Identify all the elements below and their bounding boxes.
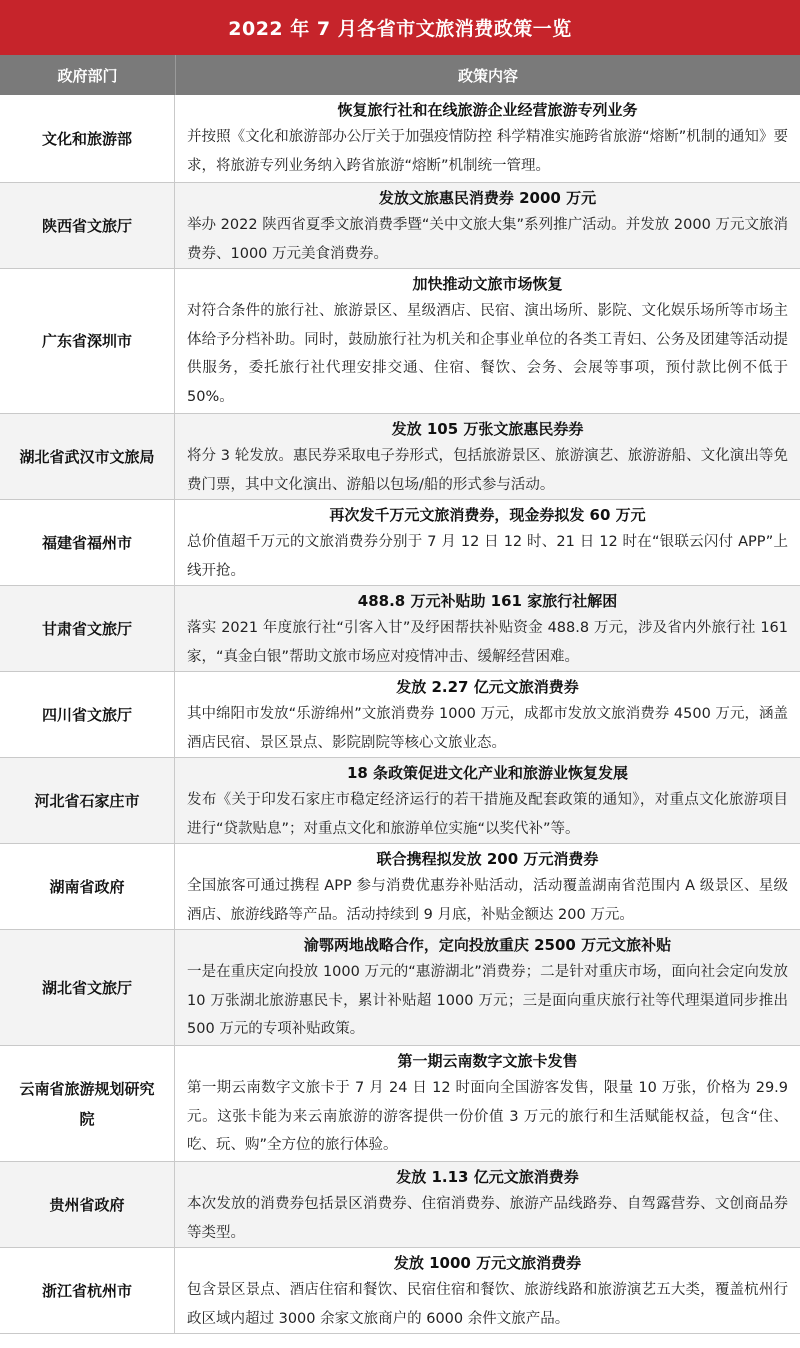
department-cell: 云南省旅游规划研究院 — [0, 1046, 175, 1161]
policy-description: 将分 3 轮发放。惠民券采取电子券形式，包括旅游景区、旅游演艺、旅游游船、文化演出等免费门票，其中文化演出、游船以包场/船的形式参与活动。 — [187, 448, 788, 493]
table-row — [0, 95, 800, 183]
table-row — [0, 1248, 800, 1334]
policy-title: 发放文旅惠民消费券 2000 万元 — [378, 189, 597, 207]
department-cell: 文化和旅游部 — [0, 95, 175, 182]
policy-description: 并按照《文化和旅游部办公厅关于加强疫情防控 科学精准实施跨省旅游“熔断”机制的通知》要求，将旅游专列业务纳入跨省旅游“熔断”机制统一管理。 — [187, 129, 788, 174]
table-row — [0, 930, 800, 1046]
policy-content-cell — [175, 1248, 800, 1333]
policy-content-cell — [175, 1162, 800, 1247]
policy-content-cell — [175, 672, 800, 757]
policy-description: 全国旅客可通过携程 APP 参与消费优惠券补贴活动，活动覆盖湖南省范围内 A 级景区、星级酒店、旅游线路等产品。活动持续到 9 月底，补贴金额达 200 万元。 — [187, 878, 788, 923]
policy-title: 渝鄂两地战略合作，定向投放重庆 2500 万元文旅补贴 — [303, 936, 672, 954]
policy-content-cell — [175, 844, 800, 929]
table-row — [0, 586, 800, 672]
policy-description: 对符合条件的旅行社、旅游景区、星级酒店、民宿、演出场所、影院、文化娱乐场所等市场主体给予分档补助。同时，鼓励旅行社为机关和企事业单位的各类工青妇、公务及团建等活动提供服务，委托旅行社代理安排交通、住宿、餐饮、会务、会展等事项，预付款比例不低于 50%。 — [187, 303, 788, 405]
policy-title: 发放 1.13 亿元文旅消费券 — [396, 1168, 579, 1186]
policy-content-cell — [175, 758, 800, 843]
table-row — [0, 758, 800, 844]
policy-content-cell — [175, 930, 800, 1045]
policy-description: 本次发放的消费券包括景区消费券、住宿消费券、旅游产品线路券、自驾露营券、文创商品券等类型。 — [187, 1196, 788, 1241]
department-cell: 甘肃省文旅厅 — [0, 586, 175, 671]
policy-content-cell — [175, 500, 800, 585]
policy-content-cell — [175, 183, 800, 268]
policy-content-cell — [175, 269, 800, 413]
policy-title: 第一期云南数字文旅卡发售 — [397, 1052, 578, 1070]
policy-title: 发放 2.27 亿元文旅消费券 — [396, 678, 579, 696]
policy-description: 一是在重庆定向投放 1000 万元的“惠游湖北”消费券；二是针对重庆市场，面向社会定向发放 10 万张湖北旅游惠民卡，累计补贴超 1000 万元；三是面向重庆旅行社等代理渠道同步推出 500 万元的专项补贴政策。 — [187, 964, 788, 1037]
policy-description: 第一期云南数字文旅卡于 7 月 24 日 12 时面向全国游客发售，限量 10 万张，价格为 29.9 元。这张卡能为来云南旅游的游客提供一份价值 3 万元的旅行和生活赋能权益，包含“住、吃、玩、购”全方位的旅行体验。 — [187, 1080, 788, 1153]
table-row — [0, 1162, 800, 1248]
header-department: 政府部门 — [0, 55, 176, 95]
department-cell: 湖北省武汉市文旅局 — [0, 414, 175, 499]
policy-description: 包含景区景点、酒店住宿和餐饮、民宿住宿和餐饮、旅游线路和旅游演艺五大类，覆盖杭州行政区域内超过 3000 余家文旅商户的 6000 余件文旅产品。 — [187, 1282, 788, 1327]
department-cell: 湖北省文旅厅 — [0, 930, 175, 1045]
policy-description: 其中绵阳市发放“乐游绵州”文旅消费券 1000 万元，成都市发放文旅消费券 4500 万元，涵盖酒店民宿、景区景点、影院剧院等核心文旅业态。 — [187, 706, 788, 751]
header-content: 政策内容 — [457, 66, 518, 85]
policy-title: 发放 1000 万元文旅消费券 — [393, 1254, 582, 1272]
policy-title: 恢复旅行社和在线旅游企业经营旅游专列业务 — [337, 101, 638, 119]
policy-content-cell — [175, 95, 800, 182]
policy-content-cell — [175, 1046, 800, 1161]
policy-description: 发布《关于印发石家庄市稳定经济运行的若干措施及配套政策的通知》，对重点文化旅游项目进行“贷款贴息”；对重点文化和旅游单位实施“以奖代补”等。 — [187, 792, 788, 837]
table-row — [0, 269, 800, 414]
table-row — [0, 1046, 800, 1162]
table-row — [0, 672, 800, 758]
policy-title: 488.8 万元补贴助 161 家旅行社解困 — [357, 592, 618, 610]
department-cell: 浙江省杭州市 — [0, 1248, 175, 1333]
department-cell: 贵州省政府 — [0, 1162, 175, 1247]
department-cell: 福建省福州市 — [0, 500, 175, 585]
policy-description: 总价值超千万元的文旅消费券分别于 7 月 12 日 12 时、21 日 12 时在“银联云闪付 APP”上线开抢。 — [187, 534, 788, 579]
policy-title: 发放 105 万张文旅惠民券券 — [391, 420, 584, 438]
policy-content-cell — [175, 414, 800, 499]
policy-title: 联合携程拟发放 200 万元消费券 — [376, 850, 599, 868]
page-title: 2022 年 7 月各省市文旅消费政策一览 — [0, 0, 800, 55]
policy-title: 18 条政策促进文化产业和旅游业恢复发展 — [346, 764, 629, 782]
policy-description: 落实 2021 年度旅行社“引客入甘”及纾困帮扶补贴资金 488.8 万元，涉及省内外旅行社 161 家，“真金白银”帮助文旅市场应对疫情冲击、缓解经营困难。 — [187, 620, 788, 665]
table-row — [0, 183, 800, 269]
department-cell: 广东省深圳市 — [0, 269, 175, 413]
department-cell: 四川省文旅厅 — [0, 672, 175, 757]
table-row — [0, 500, 800, 586]
department-cell: 湖南省政府 — [0, 844, 175, 929]
policy-title: 再次发千万元文旅消费券，现金券拟发 60 万元 — [329, 506, 646, 524]
table-row — [0, 844, 800, 930]
policy-content-cell — [175, 586, 800, 671]
policy-table-body — [0, 95, 800, 1334]
policy-title: 加快推动文旅市场恢复 — [412, 275, 563, 293]
department-cell: 河北省石家庄市 — [0, 758, 175, 843]
department-cell: 陕西省文旅厅 — [0, 183, 175, 268]
policy-description: 举办 2022 陕西省夏季文旅消费季暨“关中文旅大集”系列推广活动。并发放 2000 万元文旅消费券、1000 万元美食消费券。 — [187, 217, 788, 262]
table-header — [0, 55, 800, 95]
table-row — [0, 414, 800, 500]
